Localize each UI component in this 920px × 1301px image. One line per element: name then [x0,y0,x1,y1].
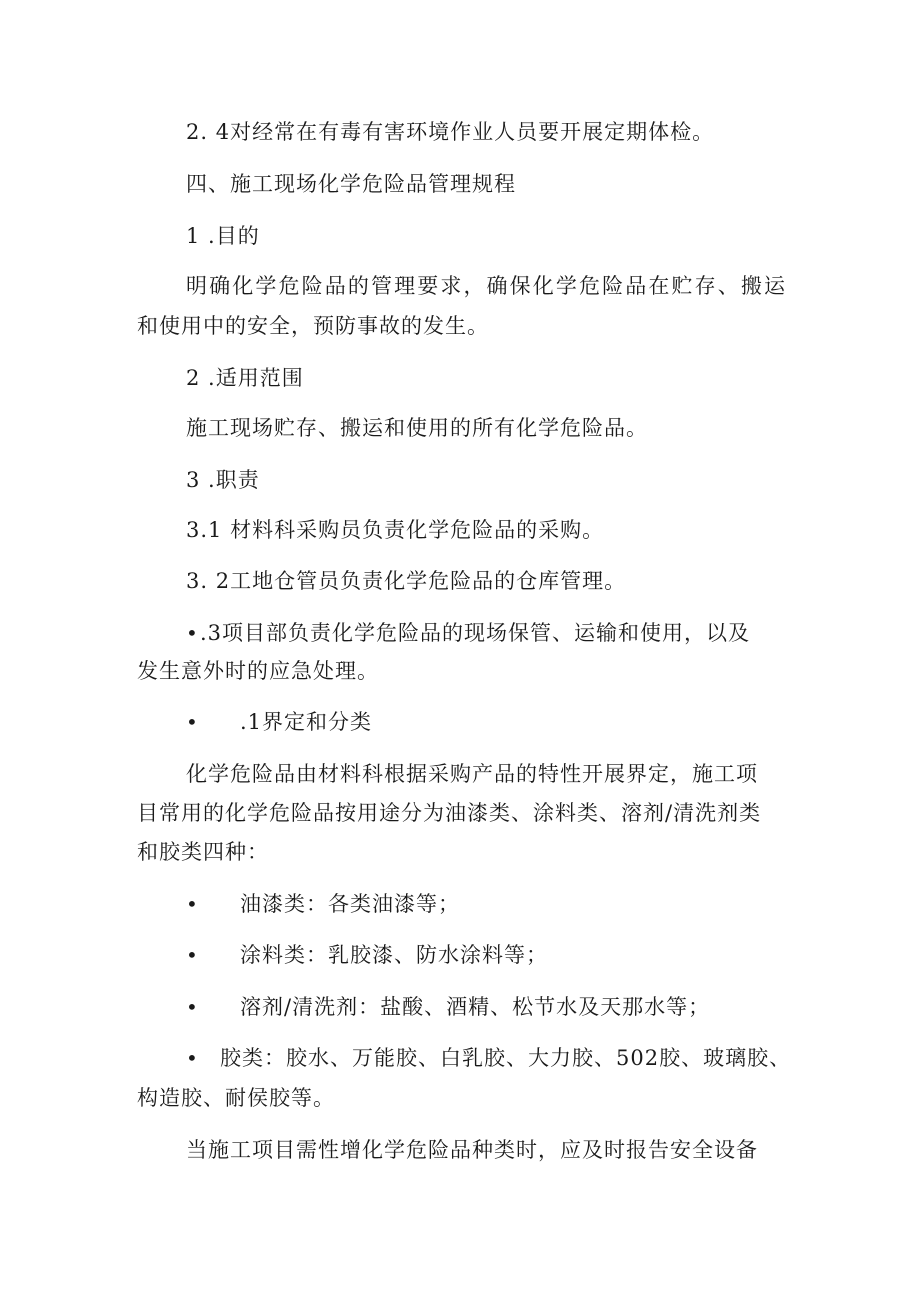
bullet-icon: • [186,995,198,1019]
heading-purpose: 1 .目的 [186,224,260,248]
heading-definition-classification: .1界定和分类 [240,710,373,734]
bullet-icon: • [186,1046,198,1070]
bullet-icon: • [186,621,198,645]
paragraph-purpose-line-1: 明确化学危险品的管理要求，确保化学危险品在贮存、搬运 [186,274,786,298]
paragraph-purpose-line-2: 和使用中的安全，预防事故的发生。 [137,314,489,338]
list-item-glue-line-1: 胶类：胶水、万能胶、白乳胶、大力胶、502胶、玻璃胶、 [220,1046,792,1070]
list-item-solvent: 溶剂/清洗剂：盐酸、酒精、松节水及天那水等； [240,995,711,1019]
bullet-icon: • [186,710,198,734]
paragraph-scope: 施工现场贮存、搬运和使用的所有化学危险品。 [186,416,648,440]
paragraph-classification-line-2: 目常用的化学危险品按用途分为油漆类、涂料类、溶剂/清洗剂类 [137,801,762,825]
paragraph-3-3-line-1: .3项目部负责化学危险品的现场保管、运输和使用，以及 [200,621,751,645]
list-item-coating: 涂料类：乳胶漆、防水涂料等； [240,943,548,967]
paragraph-3-2: 3. 2工地仓管员负责化学危险品的仓库管理。 [186,569,627,593]
paragraph-3-3-line-2: 发生意外时的应急处理。 [137,659,379,683]
paragraph-2-4: 2. 4对经常在有毒有害环境作业人员要开展定期体检。 [186,120,715,144]
paragraph-new-type: 当施工项目需性增化学危险品种类时，应及时报告安全设备 [186,1138,758,1162]
paragraph-classification-line-3: 和胶类四种： [137,840,269,864]
bullet-icon: • [186,943,198,967]
list-item-glue-line-2: 构造胶、耐侯胶等。 [137,1086,335,1110]
paragraph-classification-line-1: 化学危险品由材料科根据采购产品的特性开展界定，施工项 [186,762,758,786]
list-item-paint: 油漆类：各类油漆等； [240,892,460,916]
heading-scope: 2 .适用范围 [186,366,304,390]
section-heading-4: 四、施工现场化学危险品管理规程 [186,172,516,196]
heading-responsibilities: 3 .职责 [186,468,260,492]
bullet-icon: • [186,892,198,916]
paragraph-3-1: 3.1 材料科采购员负责化学危险品的采购。 [186,518,605,542]
